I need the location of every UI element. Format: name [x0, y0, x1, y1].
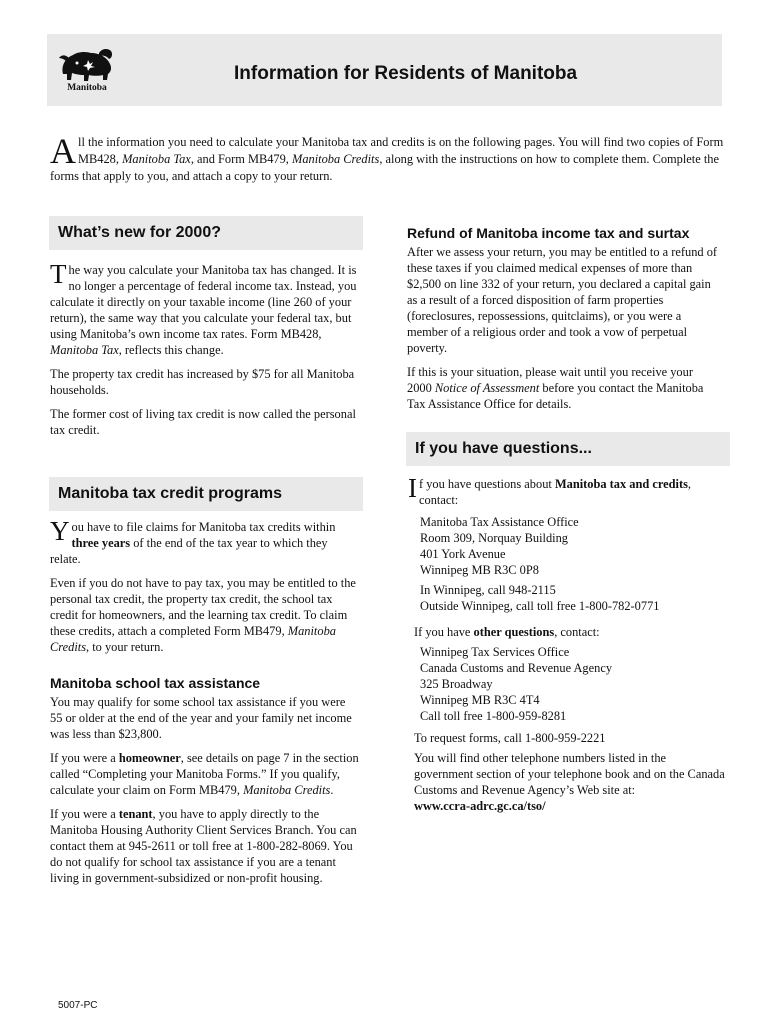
other-questions-paragraph — [414, 624, 726, 640]
paragraph-text: If you were a — [50, 807, 119, 821]
form-name: Manitoba Credits — [243, 783, 331, 797]
paragraph-text: , contact: — [419, 477, 692, 507]
questions-paragraph — [408, 473, 726, 508]
intro-paragraph — [50, 131, 725, 185]
address-line: 401 York Avenue — [420, 547, 506, 561]
refund-heading: Refund of Manitoba income tax and surtax — [407, 225, 690, 241]
phone-line: In Winnipeg, call 948-2115 — [420, 583, 556, 597]
questions-heading: If you have questions... — [406, 432, 730, 466]
emphasis-text: other questions — [473, 625, 555, 639]
page-title: Information for Residents of Manitoba — [234, 63, 578, 84]
paragraph-text: f you have questions about — [419, 477, 555, 491]
intro-text: , and Form MB479, — [190, 152, 293, 166]
emphasis-text: three years — [71, 536, 131, 550]
ccra-address — [408, 644, 726, 724]
website-link[interactable] — [414, 798, 726, 814]
website-url[interactable]: www.ccra-adrc.gc.ca/tso/ — [414, 799, 546, 813]
questions-section — [408, 473, 726, 822]
intro-text: , along with the instructions on how to complete them. Complete the forms that apply to you, and attach a copy to your return. — [50, 152, 719, 183]
paragraph-text: of the end of the tax year to which they relate. — [50, 536, 328, 566]
credits-paragraph — [50, 575, 360, 655]
form-name: Manitoba Credits — [50, 624, 336, 654]
tenant-paragraph — [50, 806, 360, 886]
paragraph-text: If you were a — [50, 751, 119, 765]
credit-programs-heading: Manitoba tax credit programs — [49, 477, 363, 511]
school-tax-paragraph: You may qualify for some school tax assistance if you were 55 or older at the end of the year and your family net income was less than $23,800. — [50, 695, 352, 741]
address-line: Winnipeg MB R3C 0P8 — [420, 563, 539, 577]
tax-office-phones — [408, 582, 726, 614]
intro-text: ll the information you need to calculate your Manitoba tax and credits is on the following pages. You will find two copies of Form MB428, — [78, 135, 724, 166]
paragraph-text: he way you calculate your Manitoba tax has changed. It is no longer a percentage of federal income tax. Instead, you calculate it directly on your taxable income (line 260 of your return), the same way that you calculate your federal tax, but using Manitoba’s own income tax rates. Form MB428, — [50, 263, 357, 341]
address-line: Room 309, Norquay Building — [420, 531, 568, 545]
refund-section — [407, 244, 717, 420]
credit-programs-dropcap: Y — [50, 516, 70, 546]
request-forms-line: To request forms, call 1-800-959-2221 — [414, 731, 606, 745]
emphasis-text: homeowner — [118, 751, 181, 765]
form-name: Manitoba Tax — [50, 343, 119, 357]
school-tax-heading: Manitoba school tax assistance — [50, 675, 261, 691]
cost-of-living-paragraph: The former cost of living tax credit is now called the personal tax credit. — [50, 407, 356, 437]
paragraph-text: ou have to file claims for Manitoba tax credits within — [71, 520, 336, 534]
emphasis-text: tenant — [118, 807, 153, 821]
paragraph-text: If you have — [414, 625, 474, 639]
address-line: Manitoba Tax Assistance Office — [420, 515, 579, 529]
paragraph-text: , reflects this change. — [118, 343, 224, 357]
paragraph-text: , contact: — [554, 625, 600, 639]
whats-new-paragraph — [50, 259, 360, 358]
tax-office-address — [408, 514, 726, 578]
paragraph-text: before you contact the Manitoba Tax Assistance Office for details. — [407, 381, 704, 411]
credit-programs-section — [50, 516, 360, 663]
phone-line: Call toll free 1-800-959-8281 — [420, 709, 567, 723]
whats-new-heading: What’s new for 2000? — [49, 216, 363, 250]
phone-line: Outside Winnipeg, call toll free 1-800-782-0771 — [420, 599, 660, 613]
address-line: Winnipeg Tax Services Office — [420, 645, 570, 659]
paragraph-text: If this is your situation, please wait until you receive your 2000 — [407, 365, 693, 395]
paragraph-text: , you have to apply directly to the Manitoba Housing Authority Client Services Branch. You can contact them at 945-2611 or toll free at 1-800-282-8069. You do not qualify for school tax assistance if you are a tenant living in government-subsidized or non-profit housing. — [50, 807, 357, 885]
form-code: 5007-PC — [58, 1000, 98, 1011]
paragraph-text: , to your return. — [86, 640, 164, 654]
telephone-book-paragraph: You will find other telephone numbers listed in the government section of your telephone book and on the Canada Customs and Revenue Agency’s Web site at: — [414, 751, 725, 797]
logo-text: Manitoba — [67, 83, 107, 93]
address-line: 325 Broadway — [420, 677, 493, 691]
paragraph-text: . — [330, 783, 334, 797]
school-tax-section — [50, 694, 360, 894]
paragraph-text: , see details on page 7 in the section called “Completing your Manitoba Forms.” If you qualify, calculate your claim on Form MB479, — [50, 751, 359, 797]
whats-new-section — [50, 259, 360, 446]
refund-situation-paragraph — [407, 364, 717, 412]
address-line: Canada Customs and Revenue Agency — [420, 661, 613, 675]
intro-dropcap: A — [50, 131, 76, 171]
emphasis-text: Manitoba tax and credits — [554, 477, 688, 491]
refund-paragraph: After we assess your return, you may be entitled to a refund of these taxes if you claimed medical expenses of more than $2,500 on line 332 of your return, you declared a capital gain as a result of a forced disposition of farm properties (foreclosures, repossessions, quitclaims), or you were a member of a religious order and took a vow of perpetual poverty. — [407, 245, 718, 355]
property-tax-paragraph: The property tax credit has increased by $75 for all Manitoba households. — [50, 367, 355, 397]
paragraph-text: Even if you do not have to pay tax, you may be entitled to the personal tax credit, the property tax credit, the school tax credit for homeowners, and the learning tax credit. To claim these credits, attach a completed Form MB479, — [50, 576, 356, 638]
notice-name: Notice of Assessment — [434, 381, 540, 395]
address-line: Winnipeg MB R3C 4T4 — [420, 693, 540, 707]
questions-dropcap: I — [408, 473, 417, 503]
form-name-mb428: Manitoba Tax — [122, 152, 191, 166]
homeowner-paragraph — [50, 750, 360, 798]
form-name-mb479: Manitoba Credits — [292, 152, 380, 166]
claims-paragraph — [50, 516, 360, 567]
whats-new-dropcap: T — [50, 259, 67, 289]
